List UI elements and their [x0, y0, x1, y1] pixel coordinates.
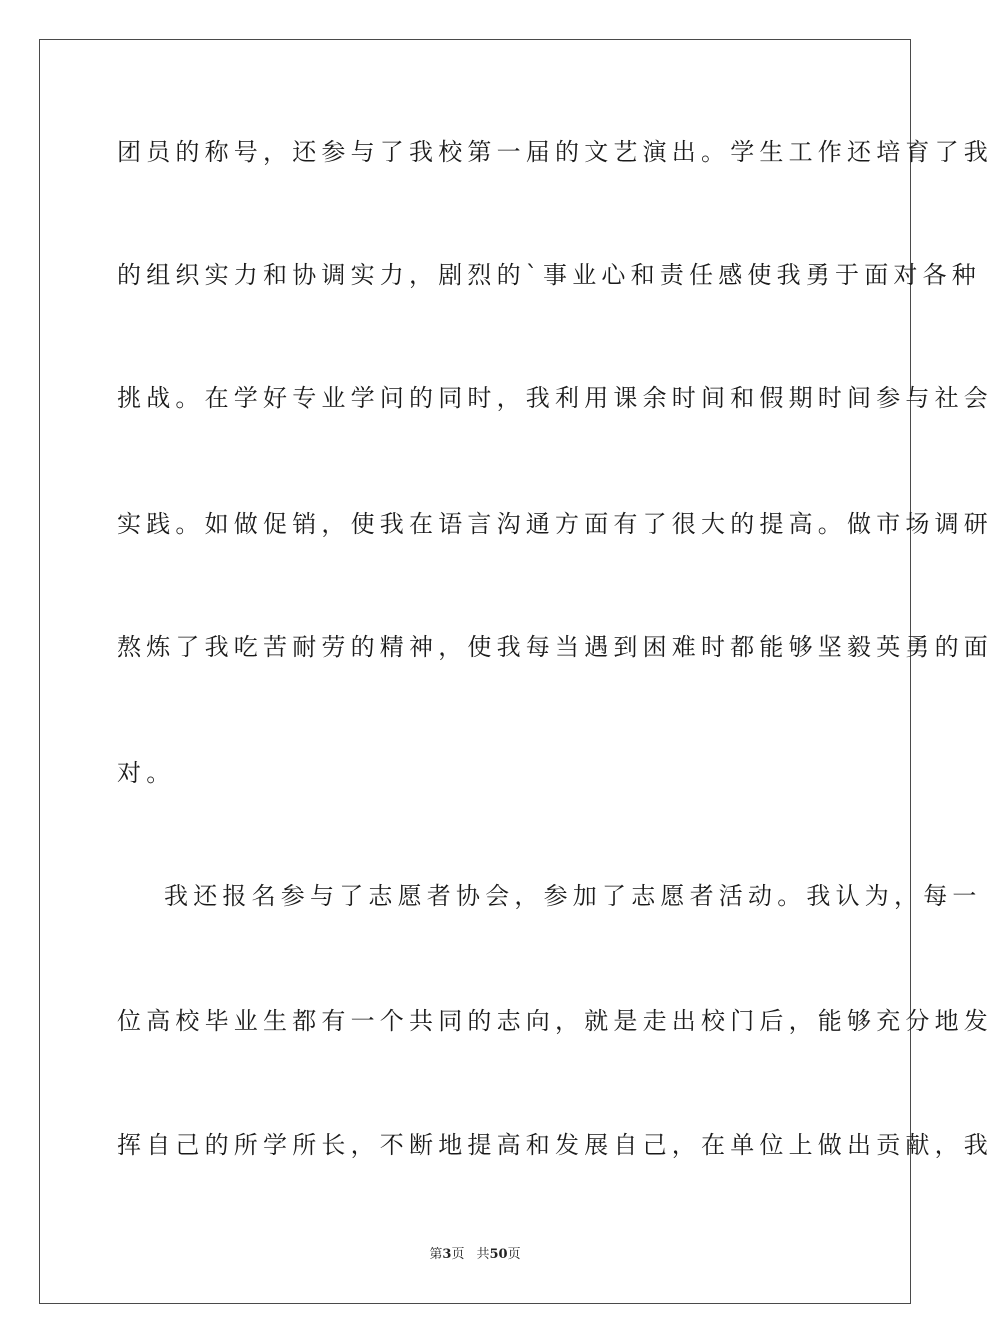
page-prefix: 第	[429, 1247, 443, 1262]
text-line-1: 团员的称号，还参与了我校第一届的文艺演出。学生工作还培育了我	[117, 138, 993, 166]
page-suffix: 页	[451, 1247, 465, 1262]
text-line-6: 对。	[117, 759, 176, 787]
text-line-9: 挥自己的所学所长，不断地提高和发展自己，在单位上做出贡献，我	[117, 1131, 993, 1159]
total-suffix: 页	[507, 1247, 521, 1262]
text-line-8: 位高校毕业生都有一个共同的志向，就是走出校门后，能够充分地发	[117, 1007, 993, 1035]
page-number: 3	[442, 1247, 452, 1262]
text-line-4: 实践。如做促销，使我在语言沟通方面有了很大的提高。做市场调研	[117, 510, 993, 538]
paragraph-2-first-line: 我还报名参与了志愿者协会，参加了志愿者活动。我认为，每一	[164, 882, 982, 910]
text-line-3: 挑战。在学好专业学问的同时，我利用课余时间和假期时间参与社会	[117, 384, 993, 412]
total-prefix: 共	[476, 1247, 490, 1262]
total-pages: 50	[489, 1247, 508, 1262]
text-line-5: 熬炼了我吃苦耐劳的精神，使我每当遇到困难时都能够坚毅英勇的面	[117, 633, 993, 661]
page-footer	[0, 1246, 950, 1264]
page-border	[39, 39, 993, 1304]
text-line-2: 的组织实力和协调实力，剧烈的`事业心和责任感使我勇于面对各种	[117, 261, 981, 289]
